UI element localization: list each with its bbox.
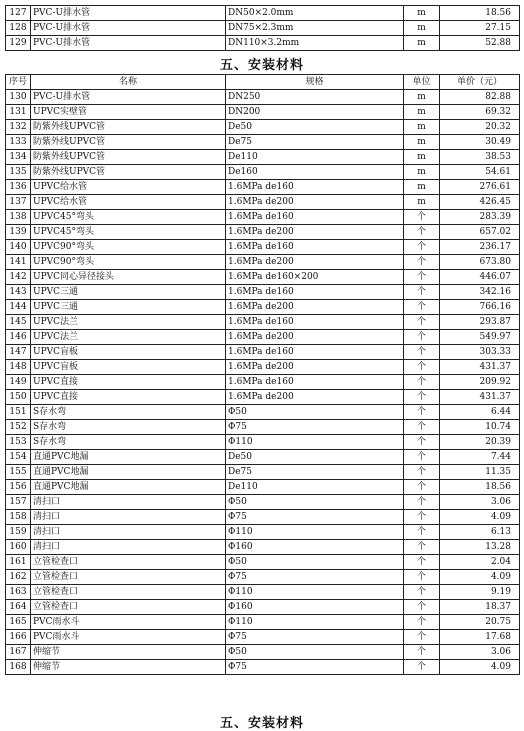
item-unit: 个: [404, 600, 440, 615]
item-price: 446.07: [440, 270, 520, 285]
item-unit: 个: [404, 630, 440, 645]
item-unit: 个: [404, 255, 440, 270]
item-spec: Φ50: [226, 405, 404, 420]
table-row: [6, 390, 520, 405]
item-price: 673.80: [440, 255, 520, 270]
item-name: UPVC实壁管: [31, 105, 226, 120]
item-name: PVC雨水斗: [31, 630, 226, 645]
item-price: 303.33: [440, 345, 520, 360]
row-number: 137: [6, 195, 31, 210]
item-unit: 个: [404, 405, 440, 420]
table-row: [6, 135, 520, 150]
item-price: 3.06: [440, 495, 520, 510]
item-price: 283.39: [440, 210, 520, 225]
item-spec: Φ110: [226, 525, 404, 540]
row-number: 168: [6, 660, 31, 675]
item-name: 立管检查口: [31, 555, 226, 570]
item-price: 3.06: [440, 645, 520, 660]
item-name: 防紫外线UPVC管: [31, 150, 226, 165]
item-name: UPVC直接: [31, 390, 226, 405]
item-unit: 个: [404, 585, 440, 600]
row-number: 141: [6, 255, 31, 270]
item-price: 209.92: [440, 375, 520, 390]
item-price: 54.61: [440, 165, 520, 180]
item-spec: 1.6MPa de160: [226, 345, 404, 360]
row-number: 159: [6, 525, 31, 540]
item-price: 69.32: [440, 105, 520, 120]
row-number: 151: [6, 405, 31, 420]
item-spec: Φ50: [226, 555, 404, 570]
item-name: 伸缩节: [31, 645, 226, 660]
table-row: [6, 630, 520, 645]
header-no: 序号: [6, 75, 31, 90]
item-price: 4.09: [440, 510, 520, 525]
item-spec: Φ75: [226, 660, 404, 675]
row-number: 136: [6, 180, 31, 195]
table-row: [6, 90, 520, 105]
item-name: 防紫外线UPVC管: [31, 120, 226, 135]
row-number: 133: [6, 135, 31, 150]
row-number: 130: [6, 90, 31, 105]
item-price: 236.17: [440, 240, 520, 255]
row-number: 165: [6, 615, 31, 630]
item-name: PVC-U排水管: [31, 36, 226, 51]
row-number: 144: [6, 300, 31, 315]
item-unit: 个: [404, 420, 440, 435]
item-name: 立管检查口: [31, 600, 226, 615]
table-row: [6, 465, 520, 480]
item-spec: DN250: [226, 90, 404, 105]
row-number: 153: [6, 435, 31, 450]
item-name: PVC-U排水管: [31, 90, 226, 105]
item-price: 82.88: [440, 90, 520, 105]
item-spec: DN110×3.2mm: [226, 36, 404, 51]
item-name: 防紫外线UPVC管: [31, 165, 226, 180]
item-unit: 个: [404, 225, 440, 240]
item-spec: Φ75: [226, 570, 404, 585]
row-number: 149: [6, 375, 31, 390]
item-price: 11.35: [440, 465, 520, 480]
item-spec: 1.6MPa de200: [226, 225, 404, 240]
item-price: 9.19: [440, 585, 520, 600]
table-row: [6, 360, 520, 375]
item-unit: 个: [404, 525, 440, 540]
row-number: 150: [6, 390, 31, 405]
item-unit: 个: [404, 360, 440, 375]
item-name: 防紫外线UPVC管: [31, 135, 226, 150]
continued-price-table: [5, 5, 520, 51]
row-number: 135: [6, 165, 31, 180]
table-row: [6, 180, 520, 195]
item-spec: Φ50: [226, 645, 404, 660]
item-price: 276.61: [440, 180, 520, 195]
item-name: 立管检查口: [31, 570, 226, 585]
item-price: 18.56: [440, 6, 520, 21]
main-table-body: [6, 90, 520, 675]
item-unit: 个: [404, 465, 440, 480]
table-row: [6, 255, 520, 270]
item-name: 直通PVC地漏: [31, 480, 226, 495]
row-number: 143: [6, 285, 31, 300]
item-price: 10.74: [440, 420, 520, 435]
item-price: 4.09: [440, 570, 520, 585]
item-price: 431.37: [440, 360, 520, 375]
table-row: [6, 405, 520, 420]
item-spec: 1.6MPa de160: [226, 375, 404, 390]
table-row: [6, 195, 520, 210]
item-name: PVC雨水斗: [31, 615, 226, 630]
item-price: 6.13: [440, 525, 520, 540]
item-price: 30.49: [440, 135, 520, 150]
item-unit: 个: [404, 495, 440, 510]
item-spec: 1.6MPa de160: [226, 240, 404, 255]
item-unit: 个: [404, 345, 440, 360]
item-price: 20.32: [440, 120, 520, 135]
item-unit: 个: [404, 570, 440, 585]
item-spec: 1.6MPa de200: [226, 300, 404, 315]
table-row: [6, 600, 520, 615]
item-name: UPVC盲板: [31, 360, 226, 375]
row-number: 157: [6, 495, 31, 510]
item-name: 立管检查口: [31, 585, 226, 600]
item-spec: Φ75: [226, 420, 404, 435]
header-price: 单价（元）: [440, 75, 520, 90]
table-row: [6, 270, 520, 285]
item-unit: m: [404, 165, 440, 180]
table-row: [6, 330, 520, 345]
item-spec: DN50×2.0mm: [226, 6, 404, 21]
table-row: [6, 570, 520, 585]
table-row: [6, 36, 520, 51]
item-spec: DN75×2.3mm: [226, 21, 404, 36]
item-name: PVC-U排水管: [31, 21, 226, 36]
row-number: 155: [6, 465, 31, 480]
item-spec: Φ110: [226, 585, 404, 600]
item-price: 17.68: [440, 630, 520, 645]
item-name: 清扫口: [31, 525, 226, 540]
item-unit: 个: [404, 210, 440, 225]
item-unit: m: [404, 105, 440, 120]
item-price: 657.02: [440, 225, 520, 240]
item-unit: 个: [404, 450, 440, 465]
item-spec: De110: [226, 480, 404, 495]
header-unit: 单位: [404, 75, 440, 90]
item-name: UPVC给水管: [31, 180, 226, 195]
item-price: 13.28: [440, 540, 520, 555]
item-unit: 个: [404, 390, 440, 405]
row-number: 132: [6, 120, 31, 135]
section-title-next-page: 五、安装材料: [219, 716, 304, 731]
item-unit: m: [404, 195, 440, 210]
table-row: [6, 540, 520, 555]
item-name: UPVC法兰: [31, 315, 226, 330]
row-number: 129: [6, 36, 31, 51]
item-unit: 个: [404, 555, 440, 570]
table-row: [6, 375, 520, 390]
table-row: [6, 420, 520, 435]
section-title: 五、安装材料: [219, 58, 304, 73]
row-number: 166: [6, 630, 31, 645]
item-name: S存水弯: [31, 405, 226, 420]
item-spec: Φ110: [226, 435, 404, 450]
table-row: [6, 450, 520, 465]
item-price: 52.88: [440, 36, 520, 51]
row-number: 128: [6, 21, 31, 36]
item-price: 20.39: [440, 435, 520, 450]
table-header-row: [6, 75, 520, 90]
row-number: 127: [6, 6, 31, 21]
item-price: 549.97: [440, 330, 520, 345]
row-number: 152: [6, 420, 31, 435]
item-spec: De160: [226, 165, 404, 180]
item-unit: m: [404, 21, 440, 36]
item-spec: 1.6MPa de160: [226, 180, 404, 195]
item-spec: Φ110: [226, 615, 404, 630]
row-number: 145: [6, 315, 31, 330]
item-spec: 1.6MPa de200: [226, 195, 404, 210]
item-unit: 个: [404, 645, 440, 660]
item-unit: 个: [404, 435, 440, 450]
table-row: [6, 495, 520, 510]
item-spec: 1.6MPa de160: [226, 210, 404, 225]
table-row: [6, 105, 520, 120]
row-number: 164: [6, 600, 31, 615]
item-price: 7.44: [440, 450, 520, 465]
row-number: 167: [6, 645, 31, 660]
item-name: 清扫口: [31, 510, 226, 525]
item-name: 清扫口: [31, 495, 226, 510]
item-spec: Φ75: [226, 510, 404, 525]
row-number: 147: [6, 345, 31, 360]
item-spec: 1.6MPa de160: [226, 315, 404, 330]
table-row: [6, 510, 520, 525]
item-name: UPVC直接: [31, 375, 226, 390]
row-number: 154: [6, 450, 31, 465]
item-unit: 个: [404, 480, 440, 495]
item-unit: 个: [404, 540, 440, 555]
item-price: 38.53: [440, 150, 520, 165]
item-price: 342.16: [440, 285, 520, 300]
row-number: 139: [6, 225, 31, 240]
item-spec: De110: [226, 150, 404, 165]
item-spec: De50: [226, 450, 404, 465]
item-name: UPVC盲板: [31, 345, 226, 360]
item-unit: m: [404, 6, 440, 21]
table-row: [6, 120, 520, 135]
table-row: [6, 210, 520, 225]
item-unit: 个: [404, 615, 440, 630]
item-name: UPVC45°弯头: [31, 225, 226, 240]
item-spec: 1.6MPa de200: [226, 360, 404, 375]
item-name: S存水弯: [31, 435, 226, 450]
table-row: [6, 555, 520, 570]
item-unit: 个: [404, 330, 440, 345]
item-spec: Φ75: [226, 630, 404, 645]
row-number: 134: [6, 150, 31, 165]
row-number: 148: [6, 360, 31, 375]
item-price: 426.45: [440, 195, 520, 210]
table-row: [6, 615, 520, 630]
table-row: [6, 300, 520, 315]
item-unit: m: [404, 36, 440, 51]
item-unit: 个: [404, 240, 440, 255]
table-row: [6, 660, 520, 675]
item-price: 20.75: [440, 615, 520, 630]
table-row: [6, 345, 520, 360]
item-spec: 1.6MPa de160×200: [226, 270, 404, 285]
item-unit: m: [404, 150, 440, 165]
table-row: [6, 6, 520, 21]
header-name: 名称: [31, 75, 226, 90]
item-spec: 1.6MPa de200: [226, 330, 404, 345]
item-price: 18.56: [440, 480, 520, 495]
item-name: UPVC同心异径接头: [31, 270, 226, 285]
item-name: UPVC45°弯头: [31, 210, 226, 225]
table-row: [6, 435, 520, 450]
table-row: [6, 645, 520, 660]
item-unit: 个: [404, 375, 440, 390]
item-name: UPVC三通: [31, 285, 226, 300]
item-unit: 个: [404, 270, 440, 285]
item-spec: De50: [226, 120, 404, 135]
item-name: UPVC90°弯头: [31, 255, 226, 270]
item-spec: DN200: [226, 105, 404, 120]
row-number: 163: [6, 585, 31, 600]
item-spec: Φ50: [226, 495, 404, 510]
table-row: [6, 150, 520, 165]
table-row: [6, 285, 520, 300]
row-number: 142: [6, 270, 31, 285]
item-unit: m: [404, 120, 440, 135]
item-unit: 个: [404, 315, 440, 330]
item-name: UPVC三通: [31, 300, 226, 315]
item-price: 18.37: [440, 600, 520, 615]
row-number: 138: [6, 210, 31, 225]
row-number: 131: [6, 105, 31, 120]
row-number: 146: [6, 330, 31, 345]
row-number: 160: [6, 540, 31, 555]
item-name: PVC-U排水管: [31, 6, 226, 21]
continued-table-body: [6, 6, 520, 51]
table-row: [6, 585, 520, 600]
item-name: S存水弯: [31, 420, 226, 435]
row-number: 158: [6, 510, 31, 525]
item-price: 27.15: [440, 21, 520, 36]
item-price: 293.87: [440, 315, 520, 330]
item-spec: 1.6MPa de200: [226, 255, 404, 270]
table-row: [6, 21, 520, 36]
item-unit: 个: [404, 300, 440, 315]
item-price: 6.44: [440, 405, 520, 420]
item-price: 431.37: [440, 390, 520, 405]
item-spec: 1.6MPa de160: [226, 285, 404, 300]
row-number: 140: [6, 240, 31, 255]
row-number: 162: [6, 570, 31, 585]
item-name: 直通PVC地漏: [31, 465, 226, 480]
item-name: 清扫口: [31, 540, 226, 555]
item-unit: 个: [404, 660, 440, 675]
item-price: 766.16: [440, 300, 520, 315]
item-unit: 个: [404, 510, 440, 525]
item-name: UPVC给水管: [31, 195, 226, 210]
row-number: 161: [6, 555, 31, 570]
item-name: UPVC法兰: [31, 330, 226, 345]
item-spec: 1.6MPa de200: [226, 390, 404, 405]
row-number: 156: [6, 480, 31, 495]
installation-materials-table: [5, 74, 520, 675]
item-name: 直通PVC地漏: [31, 450, 226, 465]
table-row: [6, 240, 520, 255]
item-spec: Φ160: [226, 600, 404, 615]
table-row: [6, 315, 520, 330]
item-unit: m: [404, 90, 440, 105]
table-row: [6, 525, 520, 540]
item-spec: Φ160: [226, 540, 404, 555]
item-unit: m: [404, 135, 440, 150]
item-spec: De75: [226, 465, 404, 480]
item-spec: De75: [226, 135, 404, 150]
item-name: 伸缩节: [31, 660, 226, 675]
table-row: [6, 480, 520, 495]
table-row: [6, 165, 520, 180]
item-price: 2.04: [440, 555, 520, 570]
item-unit: 个: [404, 285, 440, 300]
item-name: UPVC90°弯头: [31, 240, 226, 255]
header-spec: 规格: [226, 75, 404, 90]
item-price: 4.09: [440, 660, 520, 675]
item-unit: m: [404, 180, 440, 195]
table-row: [6, 225, 520, 240]
